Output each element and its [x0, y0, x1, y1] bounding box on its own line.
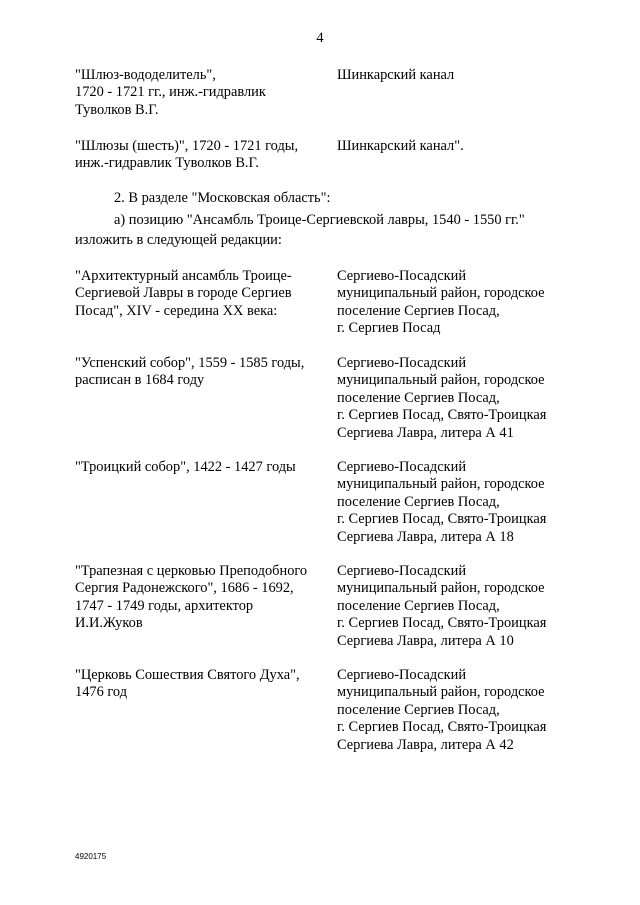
subsection-text: а) позицию "Ансамбль Троице-Сергиевской лавры, 1540 - 1550 гг."	[114, 212, 525, 228]
object-location: Сергиево-Посадский муниципальный район, городское поселение Сергиев Посад, г. Сергиев Посад, Свято-Троицкая Сергиева Лавра, литера А 41	[337, 355, 547, 441]
object-name: "Успенский собор", 1559 - 1585 годы, расписан в 1684 году	[75, 355, 305, 389]
object-location: Шинкарский канал	[337, 67, 455, 83]
document-code: 4920175	[75, 852, 107, 861]
object-name: "Троицкий собор", 1422 - 1427 годы	[75, 459, 296, 475]
object-name: "Шлюзы (шесть)", 1720 - 1721 годы, инж.-гидравлик Туволков В.Г.	[75, 138, 299, 172]
page-number: 4	[316, 30, 324, 46]
object-location: Сергиево-Посадский муниципальный район, городское поселение Сергиев Посад, г. Сергиев Посад, Свято-Троицкая Сергиева Лавра, литера А 18	[337, 459, 547, 545]
object-name: "Церковь Сошествия Святого Духа", 1476 год	[75, 667, 300, 701]
object-location: Сергиево-Посадский муниципальный район, городское поселение Сергиев Посад, г. Сергиев Посад, Свято-Троицкая Сергиева Лавра, литера А 42	[337, 667, 547, 753]
section-heading: 2. В разделе "Московская область":	[114, 190, 331, 206]
object-name: "Шлюз-вододелитель", 1720 - 1721 гг., инж.-гидравлик Туволков В.Г.	[75, 67, 266, 118]
subsection-text-continuation: изложить в следующей редакции:	[75, 232, 282, 248]
object-name: "Архитектурный ансамбль Троице- Сергиевой Лавры в городе Сергиев Посад", XIV - середина XX века:	[75, 268, 292, 319]
object-location: Сергиево-Посадский муниципальный район, городское поселение Сергиев Посад, г. Сергиев Посад	[337, 268, 545, 337]
object-location: Сергиево-Посадский муниципальный район, городское поселение Сергиев Посад, г. Сергиев Посад, Свято-Троицкая Сергиева Лавра, литера А 10	[337, 563, 547, 649]
object-location: Шинкарский канал".	[337, 138, 464, 154]
object-name: "Трапезная с церковью Преподобного Сергия Радонежского", 1686 - 1692, 1747 - 1749 годы, архитектор И.И.Жуков	[75, 563, 308, 632]
